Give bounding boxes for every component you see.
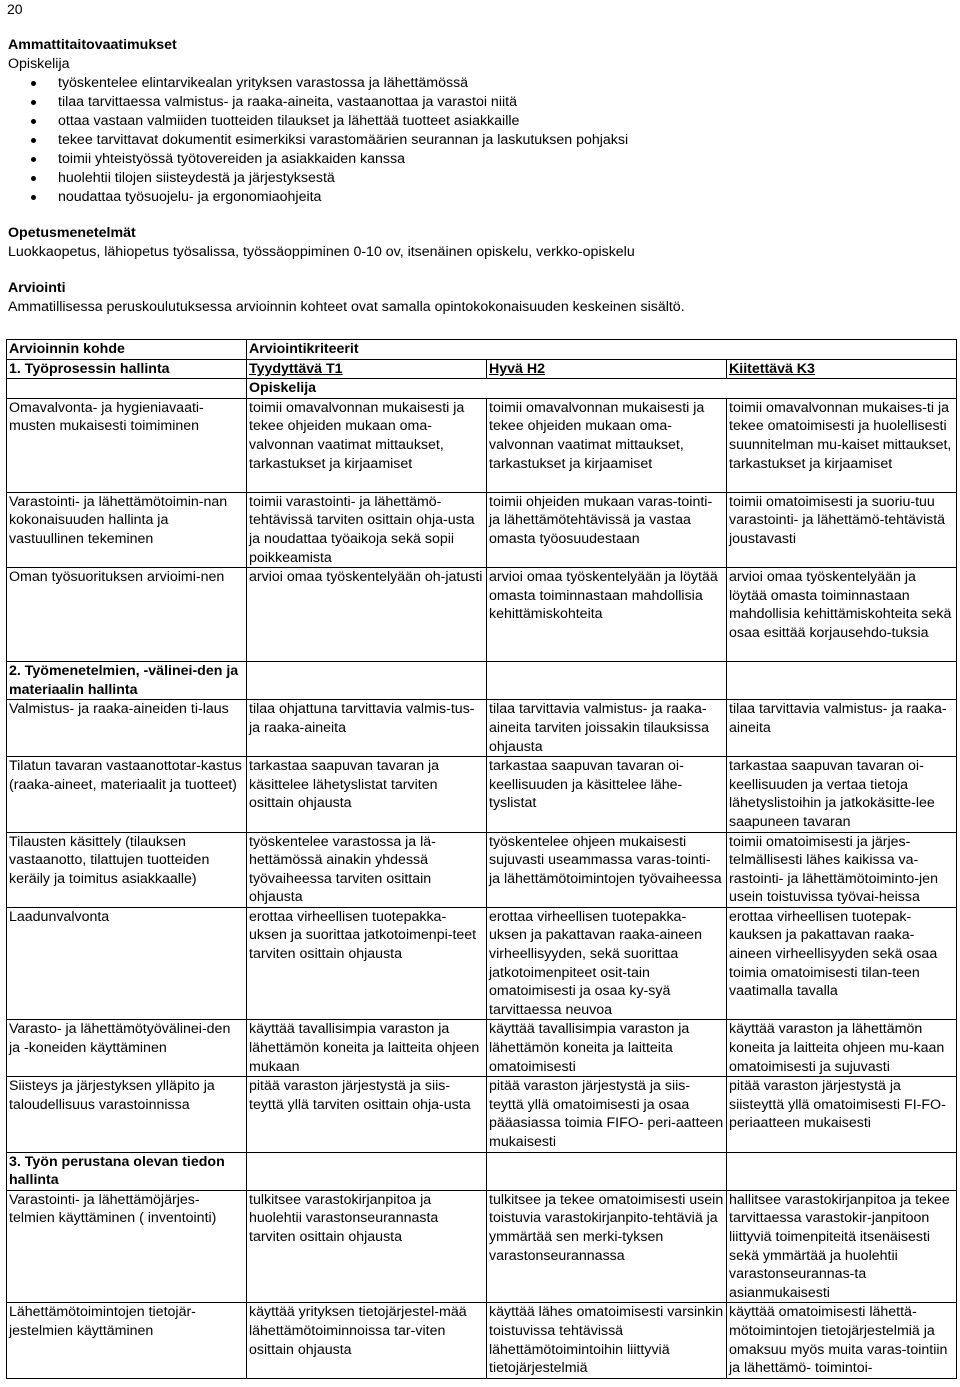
target-cell: Valmistus- ja raaka-aineiden ti-laus	[7, 700, 247, 757]
k3-cell: käyttää varaston ja lähettämön koneita ja laitteita ohjeen mu-kaan omatoimisesti ja sujuvasti	[727, 1020, 957, 1077]
grade-t1-header: Tyydyttävä T1	[247, 359, 487, 379]
k3-cell: pitää varaston järjestystä ja siisteyttä yllä omatoimisesti FI-FO- periaatteen mukaisesti	[727, 1077, 957, 1152]
t1-cell: erottaa virheellisen tuotepakka-uksen ja suorittaa jatkotoimenpi-teet tarviten osittain ohjausta	[247, 907, 487, 1020]
empty-cell	[247, 662, 487, 700]
criteria-column-header: Arviointikriteerit	[247, 340, 957, 360]
grade-h2-header: Hyvä H2	[487, 359, 727, 379]
competence-item: työskentelee elintarvikealan yrityksen varastossa ja lähettämössä	[58, 74, 953, 93]
competence-heading: Ammattitaitovaatimukset	[8, 37, 177, 53]
section-row	[7, 662, 957, 700]
section-row	[7, 359, 957, 379]
t1-cell: toimii varastointi- ja lähettämö-tehtävissä tarviten osittain ohja-usta ja noudattaa työaikoja sekä sopii poikkeamista	[247, 492, 487, 567]
h2-cell: pitää varaston järjestystä ja siis-teyttä yllä omatoimisesti ja osaa pääasiassa toimia FIFO- peri-aatteen mukaisesti	[487, 1077, 727, 1152]
competence-item: ottaa vastaan valmiiden tuotteiden tilaukset ja lähettää tuotteet asiakkaille	[58, 112, 953, 131]
target-cell: Laadunvalvonta	[7, 907, 247, 1020]
t1-cell: tarkastaa saapuvan tavaran ja käsittelee lähetyslistat tarviten osittain ohjausta	[247, 757, 487, 832]
k3-cell: arvioi omaa työskentelyään ja löytää omasta toiminnastaan mahdollisia kehittämiskohteita sekä osaa esittää korjausehdo-tuksia	[727, 568, 957, 662]
assessment-text: Ammatillisessa peruskoulutuksessa arvioinnin kohteet ovat samalla opintokokonaisuuden keskeinen sisältö.	[8, 299, 685, 315]
target-cell: Omavalvonta- ja hygieniavaati-musten mukaisesti toimiminen	[7, 398, 247, 492]
k3-cell: erottaa virheellisen tuotepak-kauksen ja pakattavan raaka-aineen virheellisyyden sekä osaa toimia omatoimisesti tilan-teen vaatimalla tavalla	[727, 907, 957, 1020]
k3-cell: tilaa tarvittavia valmistus- ja raaka-aineita	[727, 700, 957, 757]
assessment-criteria-table	[6, 339, 957, 1379]
methods-heading: Opetusmenetelmät	[8, 225, 136, 241]
t1-cell: pitää varaston järjestystä ja siis-teyttä yllä tarviten osittain ohja-usta	[247, 1077, 487, 1152]
methods-text: Luokkaopetus, lähiopetus työsalissa, työssäoppiminen 0-10 ov, itsenäinen opiskelu, verkko-opiskelu	[8, 244, 635, 260]
target-cell: Varastointi- ja lähettämötoimin-nan kokonaisuuden hallinta ja vastuullinen tekeminen	[7, 492, 247, 567]
h2-cell: toimii ohjeiden mukaan varas-tointi- ja lähettämötehtävissä ja vastaa omasta työosuudestaan	[487, 492, 727, 567]
assessment-heading: Arviointi	[8, 280, 66, 296]
h2-cell: tulkitsee ja tekee omatoimisesti usein toistuvia varastokirjanpito-tehtäviä ja ymmärtää sen merki-tyksen varastonseurannassa	[487, 1190, 727, 1303]
h2-cell: arvioi omaa työskentelyään ja löytää omasta toiminnastaan mahdollisia kehittämiskohteita	[487, 568, 727, 662]
page-number: 20	[7, 1, 23, 17]
grade-k3-header: Kiitettävä K3	[727, 359, 957, 379]
empty-cell	[487, 1152, 727, 1190]
table-row	[7, 1303, 957, 1378]
t1-cell: tulkitsee varastokirjanpitoa ja huolehtii varastonseurannasta tarviten osittain ohjausta	[247, 1190, 487, 1303]
section-title: 1. Työprosessin hallinta	[7, 359, 247, 379]
table-row	[7, 492, 957, 567]
competence-item: noudattaa työsuojelu- ja ergonomiaohjeita	[58, 188, 953, 207]
target-cell: Oman työsuorituksen arvioimi-nen	[7, 568, 247, 662]
target-cell: Varasto- ja lähettämötyövälinei-den ja -koneiden käyttäminen	[7, 1020, 247, 1077]
empty-cell	[727, 662, 957, 700]
subject-row	[7, 379, 957, 399]
t1-cell: arvioi omaa työskentelyään oh-jatusti	[247, 568, 487, 662]
h2-cell: toimii omavalvonnan mukaisesti ja tekee ohjeiden mukaan oma-valvonnan vaatimat mittaukset, tarkastukset ja kirjaamiset	[487, 398, 727, 492]
section-title: 2. Työmenetelmien, -välinei-den ja materiaalin hallinta	[7, 662, 247, 700]
table-row	[7, 700, 957, 757]
table-header-row	[7, 340, 957, 360]
h2-cell: käyttää lähes omatoimisesti varsinkin toistuvissa tehtävissä lähettämötoimintoihin liittyviä tietojärjestelmiä	[487, 1303, 727, 1378]
empty-cell	[487, 662, 727, 700]
section-row	[7, 1152, 957, 1190]
competence-item: tekee tarvittavat dokumentit esimerkiksi varastomäärien seurannan ja laskutuksen pohjaksi	[58, 131, 953, 150]
t1-cell: tilaa ohjattuna tarvittavia valmis-tus- ja raaka-aineita	[247, 700, 487, 757]
table-row	[7, 1190, 957, 1303]
competence-list	[8, 74, 953, 207]
k3-cell: hallitsee varastokirjanpitoa ja tekee tarvittaessa varastokir-janpitoon liittyviä toimenpiteitä itsenäisesti sekä ymmärtää ja huolehtii varastonseurannas-ta asianmukaisesti	[727, 1190, 957, 1303]
target-column-header: Arvioinnin kohde	[7, 340, 247, 360]
empty-cell	[727, 1152, 957, 1190]
target-cell: Varastointi- ja lähettämöjärjes-telmien käyttäminen ( inventointi)	[7, 1190, 247, 1303]
h2-cell: tilaa tarvittavia valmistus- ja raaka-aineita tarviten joissakin tilauksissa ohjausta	[487, 700, 727, 757]
table-row	[7, 757, 957, 832]
h2-cell: työskentelee ohjeen mukaisesti sujuvasti useammassa varas-tointi- ja lähettämötoimintojen työvaiheessa	[487, 832, 727, 907]
competence-item: tilaa tarvittaessa valmistus- ja raaka-aineita, vastaanottaa ja varastoi niitä	[58, 93, 953, 112]
t1-cell: toimii omavalvonnan mukaisesti ja tekee ohjeiden mukaan oma-valvonnan vaatimat mittaukset, tarkastukset ja kirjaamiset	[247, 398, 487, 492]
target-cell: Lähettämötoimintojen tietojär-jestelmien käyttäminen	[7, 1303, 247, 1378]
target-cell: Siisteys ja järjestyksen ylläpito ja taloudellisuus varastoinnissa	[7, 1077, 247, 1152]
competence-subject: Opiskelija	[8, 56, 70, 72]
empty-cell	[7, 379, 247, 399]
document-body	[8, 36, 953, 317]
competence-item: huolehtii tilojen siisteydestä ja järjestyksestä	[58, 169, 953, 188]
t1-cell: käyttää tavallisimpia varaston ja lähettämön koneita ja laitteita ohjeen mukaan	[247, 1020, 487, 1077]
t1-cell: työskentelee varastossa ja lä-hettämössä ainakin yhdessä työvaiheessa tarviten osittain ohjausta	[247, 832, 487, 907]
k3-cell: toimii omavalvonnan mukaises-ti ja tekee omatoimisesti ja huolellisesti suunnitelman mu-kaiset mittaukset, tarkastukset ja kirjaamiset	[727, 398, 957, 492]
h2-cell: käyttää tavallisimpia varaston ja lähettämön koneita ja laitteita omatoimisesti	[487, 1020, 727, 1077]
k3-cell: tarkastaa saapuvan tavaran oi-keellisuuden ja vertaa tietoja lähetyslistoihin ja jatkokäsitte-lee saapuneen tavaran	[727, 757, 957, 832]
table-subject: Opiskelija	[247, 379, 957, 399]
k3-cell: toimii omatoimisesti ja suoriu-tuu varastointi- ja lähettämö-tehtävistä joustavasti	[727, 492, 957, 567]
competence-item: toimii yhteistyössä työtovereiden ja asiakkaiden kanssa	[58, 150, 953, 169]
section-title: 3. Työn perustana olevan tiedon hallinta	[7, 1152, 247, 1190]
k3-cell: toimii omatoimisesti ja järjes-telmällisesti lähes kaikissa va-rastointi- ja lähettämötoiminto-jen usein toistuvissa työvai-heissa	[727, 832, 957, 907]
table-row	[7, 832, 957, 907]
h2-cell: erottaa virheellisen tuotepakka-uksen ja pakattavan raaka-aineen virheellisyyden, sekä suorittaa jatkotoimenpiteet osit-tain omatoimisesti ja osaa ky-syä tarvittaessa neuvoa	[487, 907, 727, 1020]
table-row	[7, 1077, 957, 1152]
empty-cell	[247, 1152, 487, 1190]
target-cell: Tilausten käsittely (tilauksen vastaanotto, tilattujen tuotteiden keräily ja toimitus asiakkaalle)	[7, 832, 247, 907]
k3-cell: käyttää omatoimisesti lähettä-mötoimintojen tietojärjestelmiä ja omaksuu myös muita varas-tointiin ja lähettämö- toimintoi-	[727, 1303, 957, 1378]
table-row	[7, 1020, 957, 1077]
table-row	[7, 398, 957, 492]
t1-cell: käyttää yrityksen tietojärjestel-mää lähettämötoiminnoissa tar-viten osittain ohjausta	[247, 1303, 487, 1378]
target-cell: Tilatun tavaran vastaanottotar-kastus (raaka-aineet, materiaalit ja tuotteet)	[7, 757, 247, 832]
table-row	[7, 568, 957, 662]
h2-cell: tarkastaa saapuvan tavaran oi-keellisuuden ja käsittelee lähe-tyslistat	[487, 757, 727, 832]
table-row	[7, 907, 957, 1020]
